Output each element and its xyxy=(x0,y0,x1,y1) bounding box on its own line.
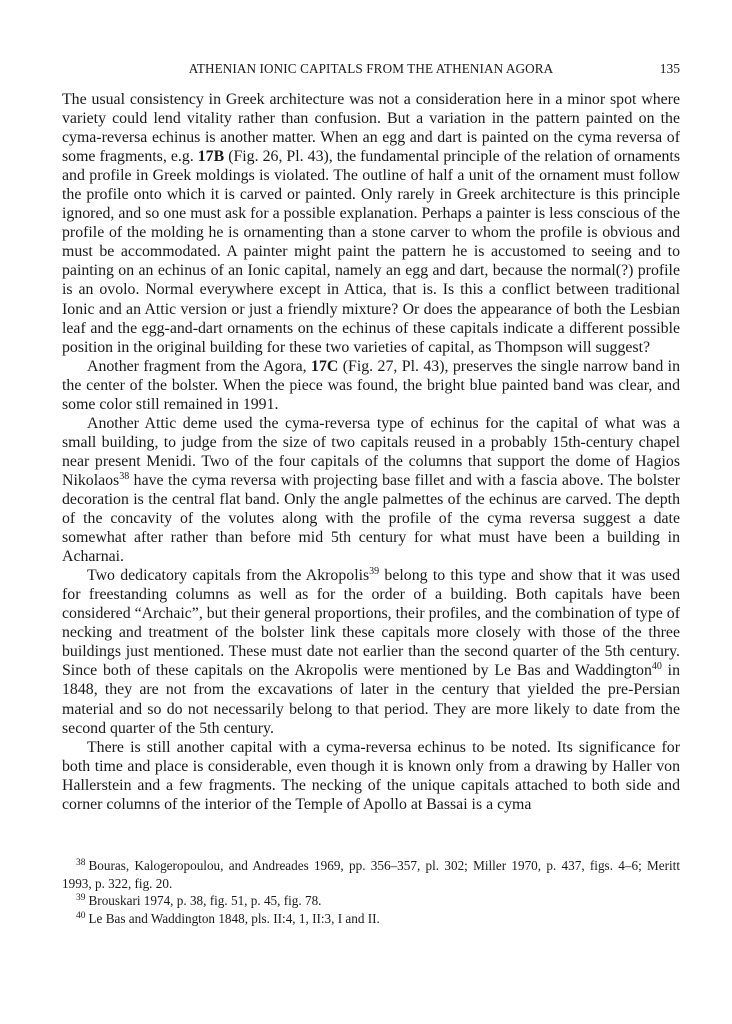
paragraph-text: Another fragment from the Agora, xyxy=(87,357,312,375)
paragraph-text: Another Attic deme used the cyma-reversa type of echinus for the capital of what was a small building, to judge from the size of two capitals reused in a probably 15th-century chapel near present Menidi. Two of the four capitals of the columns that support the dome of Hagios Nikolaos xyxy=(62,414,680,489)
paragraph-text: in 1848, they are not from the excavations of later in the century that yielded the pre-Persian material and so do not necessarily belong to that period. They are more likely to date from the second quarter of the 5th century. xyxy=(62,662,680,737)
paragraph-text: have the cyma reversa with projecting base fillet and with a fascia above. The bolster decoration is the central flat band. Only the angle palmettes of the echinus are carved. The depth of the concavity of the volutes along with the profile of the cyma reversa suggest a date somewhat after rather than before mid 5th century for what must have been a building in Acharnai. xyxy=(62,471,680,566)
paragraph-text: (Fig. 27, Pl. 43), preserves the single narrow band in the center of the bolster. When the piece was found, the bright blue painted band was clear, and some color still remained in 1991. xyxy=(62,357,680,413)
paragraph-text: Two dedicatory capitals from the Akropolis xyxy=(87,567,370,585)
paragraph-text: (Fig. 26, Pl. 43), the fundamental principle of the relation of ornaments and profile in Greek moldings is violated. The outline of half a unit of the ornament must follow the profile onto which it is carved or painted. Only rarely in Greek architecture is this principle ignored, and so one must ask for a possible explanation. Perhaps a painter is less conscious of the profile of the molding he is ornamenting than a stone carver to whom the profile is obvious and must be accommodated. A painter might paint the pattern he is accustomed to seeing and to painting on an echinus of an Ionic capital, namely an egg and dart, because the normal(?) profile is an ovolo. Normal everywhere except in Attica, that is. Is this a conflict between traditional Ionic and an Attic version or just a friendly mixture? Or does the appearance of both the Lesbian leaf and the egg-and-dart ornaments on the echinus of these capitals indicate a different possible position in the original building for these two varieties of capital, as Thompson will suggest? xyxy=(62,148,680,356)
footnote-number: 40 xyxy=(76,910,86,921)
paragraph-4 xyxy=(62,566,680,737)
catalogue-number: 17C xyxy=(311,357,339,375)
paragraph-text: The usual consistency in Greek architecture was not a consideration here in a minor spot where variety could lend vitality rather than confusion. But a variation in the pattern painted on the cyma-reversa echinus is another matter. When an egg and dart is painted on the cyma reversa of some fragments, e.g. xyxy=(62,91,680,166)
running-header xyxy=(62,58,680,80)
footnote-39 xyxy=(62,892,680,910)
footnote-number: 39 xyxy=(76,893,86,904)
footnotes xyxy=(62,857,680,927)
paragraph-3 xyxy=(62,414,680,566)
footnote-ref-38[interactable]: 38 xyxy=(119,470,130,482)
footnote-40 xyxy=(62,910,680,928)
footnote-ref-39[interactable]: 39 xyxy=(369,566,380,578)
paragraph-text: There is still another capital with a cyma-reversa echinus to be noted. Its significance for both time and place is considerable, even though it is known only from a drawing by Haller von Hallerstein and a few fragments. The necking of the unique capitals attached to both side and corner columns of the interior of the Temple of Apollo at Bassai is a cyma xyxy=(62,738,680,813)
footnote-text: Le Bas and Waddington 1848, pls. II:4, 1, II:3, I and II. xyxy=(88,910,380,926)
paragraph-1 xyxy=(62,90,680,357)
running-title: ATHENIAN IONIC CAPITALS FROM THE ATHENIAN AGORA xyxy=(188,61,554,76)
body-text xyxy=(62,90,680,814)
footnote-ref-40[interactable]: 40 xyxy=(651,661,662,673)
catalogue-number: 17B xyxy=(197,148,225,166)
footnote-text: Bouras, Kalogeropoulou, and Andreades 1969, pp. 356–357, pl. 302; Miller 1970, p. 437, figs. 4–6; Meritt 1993, p. 322, fig. 20. xyxy=(62,858,680,891)
footnote-38 xyxy=(62,857,680,892)
paragraph-5 xyxy=(62,738,680,814)
paragraph-2 xyxy=(62,357,680,414)
footnote-number: 38 xyxy=(76,858,86,868)
footnote-text: Brouskari 1974, p. 38, fig. 51, p. 45, fig. 78. xyxy=(88,893,322,909)
paragraph-text: belong to this type and show that it was used for freestanding columns as well as for the order of a building. Both capitals have been considered “Archaic”, but their general proportions, their profiles, and the combination of type of necking and treatment of the bolster link these capitals more closely with those of the three buildings just mentioned. These must date not earlier than the second quarter of the 5th century. Since both of these capitals on the Akropolis were mentioned by Le Bas and Waddington xyxy=(62,567,680,680)
page-number: 135 xyxy=(659,61,680,76)
